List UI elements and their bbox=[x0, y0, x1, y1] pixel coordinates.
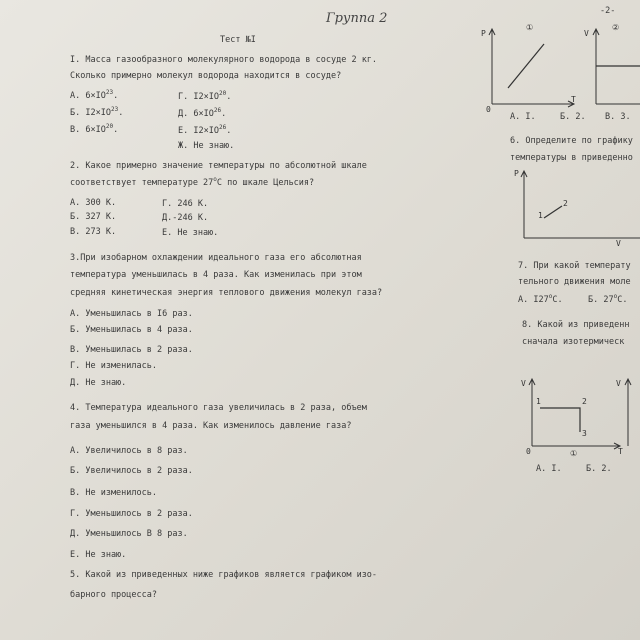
q3-option-g: Г. Не изменилась. bbox=[70, 361, 157, 371]
q1-option-b: Б. $I2\times IO^{23}$. bbox=[70, 106, 124, 118]
q2-option-d: Д.-246 К. bbox=[162, 213, 209, 223]
q3-option-a: А. Уменьшилась в I6 раз. bbox=[70, 309, 193, 319]
graph-5-y-label: V bbox=[616, 379, 621, 388]
graph-1-x-label: T bbox=[571, 95, 576, 104]
test-title: Тест №I bbox=[220, 35, 256, 45]
q4-option-d: Д. Уменьшилось В 8 раз. bbox=[70, 529, 188, 539]
q1-option-zh: Ж. Не знаю. bbox=[178, 141, 235, 151]
graph-4-x-label: T bbox=[618, 447, 623, 456]
graph-4-y-label: V bbox=[521, 379, 526, 388]
q8-answer-a: А. I. bbox=[536, 464, 562, 474]
q2-option-a: А. 300 К. bbox=[70, 198, 117, 208]
q4-text-line2: газа уменьшился в 4 раза. Как изменилось давление газа? bbox=[70, 421, 352, 431]
graph-4-point-2: 2 bbox=[582, 397, 587, 406]
graph-3-point-2: 2 bbox=[563, 199, 568, 208]
graph-4-origin: 0 bbox=[526, 447, 531, 456]
graph-3-point-1: 1 bbox=[538, 211, 543, 220]
q4-option-a: А. Увеличилось в 8 раз. bbox=[70, 446, 188, 456]
q2-option-v: В. 273 К. bbox=[70, 227, 117, 237]
q7-text-line2: тельного движения моле bbox=[518, 277, 631, 287]
q5-answer-b: Б. 2. bbox=[560, 112, 586, 122]
q3-text-line2: температура уменьшилась в 4 раза. Как изменилась при этом bbox=[70, 270, 362, 280]
q1-option-v: В. $6\times IO^{20}$. bbox=[70, 123, 119, 135]
q6-text-line1: 6. Определите по графику bbox=[510, 136, 633, 146]
graph-2-number: ② bbox=[612, 23, 620, 32]
q2-text-line2: соответствует температуре 27$^o$C по шкале Цельсия? bbox=[70, 176, 315, 188]
graph-2-partial bbox=[582, 22, 640, 114]
q3-option-v: В. Уменьшилась в 2 раза. bbox=[70, 345, 193, 355]
graph-5-partial bbox=[614, 374, 640, 456]
q7-answer-a: А. I27$^o$С. bbox=[518, 293, 563, 305]
q4-option-g: Г. Уменьшилось в 2 раза. bbox=[70, 509, 193, 519]
q3-text-line3: средняя кинетическая энергия теплового движения молекул газа? bbox=[70, 288, 383, 298]
q5-text-line1: 5. Какой из приведенных ниже графиков является графиком изо- bbox=[70, 570, 378, 580]
group-heading: Группа 2 bbox=[326, 11, 388, 26]
graph-2-y-label: V bbox=[584, 29, 589, 38]
graph-4-point-1: 1 bbox=[536, 397, 541, 406]
q1-text-line1: I. Масса газообразного молекулярного водорода в сосуде 2 кг. bbox=[70, 55, 378, 65]
q1-option-e: Е. $I2\times IO^{26}$. bbox=[178, 124, 232, 136]
q5-answer-v: В. 3. bbox=[605, 112, 631, 122]
q6-text-line2: температуры в приведенно bbox=[510, 153, 633, 163]
q1-option-a: А. $6\times IO^{23}$. bbox=[70, 89, 119, 101]
q2-option-g: Г. 246 К. bbox=[162, 199, 209, 209]
graph-3-pv bbox=[512, 166, 640, 246]
graph-1-pt bbox=[478, 22, 588, 114]
q4-option-e: Е. Не знаю. bbox=[70, 550, 127, 560]
q3-text-line1: 3.При изобарном охлаждении идеального газа его абсолютная bbox=[70, 253, 362, 263]
q4-option-b: Б. Увеличилось в 2 раза. bbox=[70, 466, 193, 476]
graph-4-vt bbox=[518, 374, 628, 456]
graph-1-line bbox=[508, 44, 544, 88]
q8-text-line1: 8. Какой из приведенн bbox=[522, 320, 630, 330]
graph-3-line bbox=[544, 206, 562, 218]
q7-answer-b: Б. 27$^o$С. bbox=[588, 293, 628, 305]
q1-text-line2: Сколько примерно молекул водорода находится в сосуде? bbox=[70, 71, 342, 81]
q2-option-b: Б. 327 К. bbox=[70, 212, 117, 222]
graph-3-y-label: P bbox=[514, 169, 519, 178]
page-number: -2- bbox=[600, 6, 616, 16]
graph-3-x-label: V bbox=[616, 239, 621, 248]
graph-4-number: ① bbox=[570, 449, 578, 458]
q7-text-line1: 7. При какой температу bbox=[518, 261, 631, 271]
q1-option-d: Д. $6\times IO^{26}$. bbox=[178, 107, 227, 119]
q3-option-d: Д. Не знаю. bbox=[70, 378, 127, 388]
graph-4-line bbox=[540, 408, 580, 432]
q4-text-line1: 4. Температура идеального газа увеличилась в 2 раза, объем bbox=[70, 403, 367, 413]
q4-option-v: В. Не изменилось. bbox=[70, 488, 157, 498]
graph-1-origin: 0 bbox=[486, 105, 491, 114]
graph-1-number: ① bbox=[526, 23, 534, 32]
graph-4-point-3: 3 bbox=[582, 429, 587, 438]
q1-option-g: Г. $I2\times IO^{20}$. bbox=[178, 90, 232, 102]
q8-text-line2: сначала изотермическ bbox=[522, 337, 625, 347]
q5-answer-a: А. I. bbox=[510, 112, 536, 122]
q2-option-e: Е. Не знаю. bbox=[162, 228, 219, 238]
q2-text-line1: 2. Какое примерно значение температуры по абсолютной шкале bbox=[70, 161, 367, 171]
q5-text-line2: барного процесса? bbox=[70, 590, 157, 600]
q8-answer-b: Б. 2. bbox=[586, 464, 612, 474]
q3-option-b: Б. Уменьшилась в 4 раза. bbox=[70, 325, 193, 335]
graph-1-y-label: P bbox=[481, 29, 486, 38]
